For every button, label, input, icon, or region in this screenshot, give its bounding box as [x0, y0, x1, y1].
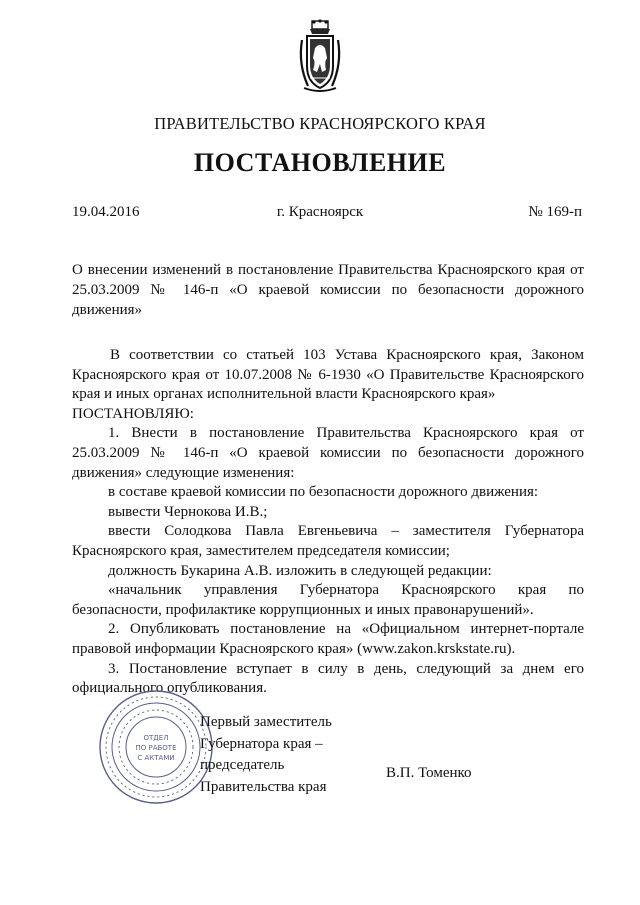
signer-name: В.П. Томенко: [386, 765, 472, 781]
signature-block: [200, 712, 332, 798]
signer-position-line2: Губернатора края –: [200, 735, 323, 752]
item-1-new-position: «начальник управления Губернатора Красноярского края по безопасности, профилактике коррупционных и иных правонарушений».: [72, 582, 584, 618]
document-city: г. Красноярск: [276, 204, 364, 220]
document-type-heading: ПОСТАНОВЛЕНИЕ: [193, 148, 447, 177]
signer-position-line3: председатель: [200, 757, 285, 773]
decree-word: ПОСТАНОВЛЯЮ:: [72, 405, 194, 422]
item-1-commission: в составе краевой комиссии по безопасности дорожного движения:: [108, 484, 539, 501]
document-subject: О внесении изменений в постановление Правительства Красноярского края от 25.03.2009 № 146-п «О краевой комиссии по безопасности дорожного движения»: [72, 262, 584, 318]
seal-text-line2: ПО РАБОТЕ: [135, 744, 177, 752]
document-date: 19.04.2016: [72, 204, 140, 220]
official-seal-icon: [97, 688, 215, 806]
seal-text-line1: ОТДЕЛ: [143, 734, 169, 742]
item-1-add-member: ввести Солодкова Павла Евгеньевича – заместителя Губернатора Красноярского края, заместителем председателя комиссии;: [72, 523, 584, 559]
document-body: [72, 346, 584, 699]
signer-position-line4: Правительства края: [200, 778, 327, 795]
item-1-remove-member: вывести Чернокова И.В.;: [108, 503, 268, 520]
government-title: ПРАВИТЕЛЬСТВО КРАСНОЯРСКОГО КРАЯ: [154, 114, 486, 133]
document-number: № 169-п: [528, 204, 582, 220]
coat-of-arms-icon: [296, 18, 344, 94]
item-1: 1. Внести в постановление Правительства Красноярского края от 25.03.2009 № 146-п «О краевой комиссии по безопасности дорожного движения» следующие изменения:: [72, 425, 584, 481]
item-3: 3. Постановление вступает в силу в день, следующий за днем его официального опубликования.: [72, 660, 584, 697]
item-1-position-change: должность Букарина А.В. изложить в следующей редакции:: [108, 562, 492, 579]
seal-text-line3: С АКТАМИ: [137, 754, 175, 762]
preamble-paragraph: В соответствии со статьей 103 Устава Красноярского края, Законом Красноярского края от 10.07.2008 № 6-1930 «О Правительстве Красноярского края и иных органах исполнительной власти Красноярского края»: [72, 347, 584, 403]
item-2: 2. Опубликовать постановление на «Официальном интернет-портале правовой информации Красноярского края» (www.zakon.krskstate.ru).: [72, 621, 584, 657]
signer-position-line1: Первый заместитель: [200, 714, 332, 730]
